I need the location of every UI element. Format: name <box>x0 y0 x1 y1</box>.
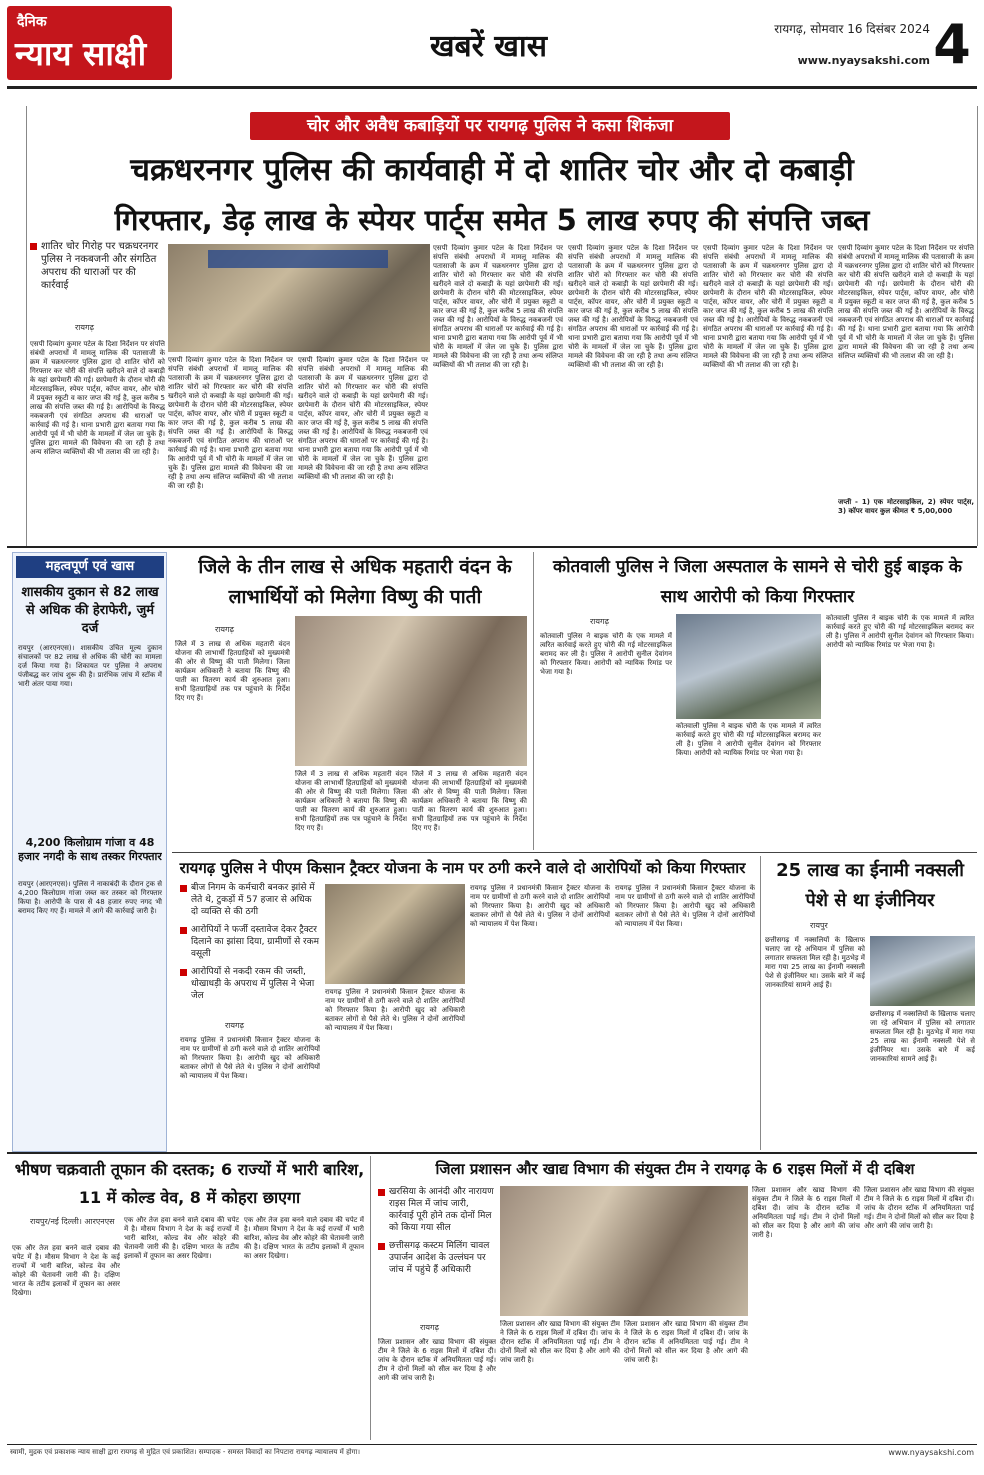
lead-photo <box>168 244 430 352</box>
lead-border-bottom <box>7 546 977 548</box>
naxal-dateline: रायपुर <box>810 921 828 930</box>
lead-highlight-text: शातिर चोर गिरोह पर चक्रधरनगर पुलिस ने नकबजनी और संगठित अपराध की धाराओं पर की कार्रवाई <box>30 240 165 292</box>
rice-bullets <box>378 1186 496 1316</box>
weather-body-col1: एक और तेज हवा बनने वाले दबाव की चपेट में है। मौसम विभाग ने देश के कई राज्यों में भारी बारिश, कोल्ड वेव और कोहरे की चेतावनी जारी की है। दक्षिण भारत के तटीय इलाकों में तूफान का असर दिखेगा। <box>12 1244 120 1297</box>
footer-divider <box>7 1444 977 1445</box>
rice-body-col2: जिला प्रशासन और खाद्य विभाग की संयुक्त टीम ने जिले के 6 राइस मिलों में दबिश दी। जांच के दौरान स्टॉक में अनियमितता पाई गई। टीम ने दोनों मिलों को सील कर दिया है और आगे की जांच जारी है। <box>500 1320 620 1364</box>
kisan-divider <box>760 856 761 1150</box>
rice-headline: जिला प्रशासन और खाद्य विभाग की संयुक्त टीम ने रायगढ़ के 6 राइस मिलों में दी दबिश <box>435 1160 915 1178</box>
side-story2-body: रायपुर (आरएनएस)। पुलिस ने नाकाबंदी के दौरान ट्रक से 4,200 किलोग्राम गांजा जब्त कर तस्कर को गिरफ्तार किया है। आरोपी के पास से 48 हजार रुपए नगद भी बरामद किए गए हैं। मामले में आगे की कार्रवाई जारी है। <box>18 880 162 915</box>
page-number: 4 <box>933 13 971 76</box>
kisan-photo <box>325 884 465 984</box>
rice-body-col1: जिला प्रशासन और खाद्य विभाग की संयुक्त टीम ने जिले के 6 राइस मिलों में दबिश दी। जांच के दौरान स्टॉक में अनियमितता पाई गई। टीम ने दोनों मिलों को सील कर दिया है और आगे की जांच जारी है। <box>378 1338 496 1382</box>
kisan-bullets <box>180 882 320 1022</box>
mahtari-body-col1: जिले में 3 लाख से अधिक महतारी वंदन योजना की लाभार्थी हितग्राहियों को मुख्यमंत्री की ओर से विष्णु की पाती मिलेगा। जिला कार्यक्रम अधिकारी ने बताया कि विष्णु की पाती का वितरण कार्य की शुरुआत हुआ। सभी हितग्राहियों तक पत्र पहुंचाने के निर्देश दिए गए हैं। <box>175 640 290 702</box>
masthead-divider <box>7 86 977 89</box>
bike-body-col1: कोतवाली पुलिस ने बाइक चोरी के एक मामले में त्वरित कार्रवाई करते हुए चोरी की गई मोटरसाइकिल बरामद कर ली है। पुलिस ने आरोपी सुनील देवांगन को गिरफ्तार किया। आरोपी को न्यायिक रिमांड पर भेजा गया है। <box>540 632 672 676</box>
weather-body-col3: एक और तेज हवा बनने वाले दबाव की चपेट में है। मौसम विभाग ने देश के कई राज्यों में भारी बारिश, कोल्ड वेव और कोहरे की चेतावनी जारी की है। दक्षिण भारत के तटीय इलाकों में तूफान का असर दिखेगा। <box>244 1216 364 1260</box>
lower-divider <box>7 1152 977 1154</box>
lead-body-col3: एसपी दिव्यांग कुमार पटेल के दिशा निर्देशन पर संपत्ति संबंधी अपराधों में मामलू मालिक की पतासाजी के क्रम में चक्रधरनगर पुलिस द्वारा दो शातिर चोरों को गिरफ्तार कर चोरी की संपत्ति खरीदने वाले दो कबाड़ी के यहां छापेमारी की गई। छापेमारी के दौरान चोरी की मोटरसाइकिल, स्पेयर पार्ट्स, कॉपर वायर, और चोरी में प्रयुक्त स्कूटी व कार जप्त की गई है, कुल करीब 5 लाख की संपत्ति जब्त की गई है। आरोपियों के विरुद्ध नकबजनी एवं संगठित अपराध की धाराओं पर कार्रवाई की गई है। थाना प्रभारी द्वारा बताया गया कि आरोपी पूर्व में भी चोरी के मामलों में जेल जा चुके हैं। पुलिस द्वारा मामले की विवेचना की जा रही है तथा अन्य संलिप्त व्यक्तियों की भी तलाश की जा रही है। <box>298 356 428 481</box>
kisan-bullet-3: आरोपियों से नकदी रकम की जब्ती, धोखाधड़ी के अपराध में पुलिस ने भेजा जेल <box>180 966 320 1002</box>
mahtari-body-col3: जिले में 3 लाख से अधिक महतारी वंदन योजना की लाभार्थी हितग्राहियों को मुख्यमंत्री की ओर से विष्णु की पाती मिलेगा। जिला कार्यक्रम अधिकारी ने बताया कि विष्णु की पाती का वितरण कार्य की शुरुआत हुआ। सभी हितग्राहियों तक पत्र पहुंचाने के निर्देश दिए गए हैं। <box>412 770 527 832</box>
weather-divider <box>370 1156 371 1440</box>
lead-body-col6: एसपी दिव्यांग कुमार पटेल के दिशा निर्देशन पर संपत्ति संबंधी अपराधों में मामलू मालिक की पतासाजी के क्रम में चक्रधरनगर पुलिस द्वारा दो शातिर चोरों को गिरफ्तार कर चोरी की संपत्ति खरीदने वाले दो कबाड़ी के यहां छापेमारी की गई। छापेमारी के दौरान चोरी की मोटरसाइकिल, स्पेयर पार्ट्स, कॉपर वायर, और चोरी में प्रयुक्त स्कूटी व कार जप्त की गई है, कुल करीब 5 लाख की संपत्ति जब्त की गई है। आरोपियों के विरुद्ध नकबजनी एवं संगठित अपराध की धाराओं पर कार्रवाई की गई है। थाना प्रभारी द्वारा बताया गया कि आरोपी पूर्व में भी चोरी के मामलों में जेल जा चुके हैं। पुलिस द्वारा मामले की विवेचना की जा रही है तथा अन्य संलिप्त व्यक्तियों की भी तलाश की जा रही है। <box>703 244 833 369</box>
lead-border-left <box>26 106 27 546</box>
rice-bullet-1: खरसिया के आनंदी और नारायण राइस मिल में जांच जारी, कार्रवाई पूरी होने तक दोनों मिल को किया गया सील <box>378 1186 496 1234</box>
kisan-headline: रायगढ़ पुलिस ने पीएम किसान ट्रैक्टर योजना के नाम पर ठगी करने वाले दो आरोपियों को किया गिरफ्तार <box>179 859 746 877</box>
mahtari-divider <box>533 552 534 850</box>
side-box-title: महत्वपूर्ण एवं खास <box>16 556 164 578</box>
naxal-body-col1: छत्तीसगढ़ में नक्सलियों के खिलाफ चलाए जा रहे अभियान में पुलिस को लगातार सफलता मिल रही है। मुठभेड़ में मारा गया 25 लाख का ईनामी नक्सली पेशे से इंजीनियर था। उसके बारे में कई जानकारियां सामने आई हैं। <box>765 936 865 989</box>
lead-border-right <box>977 106 978 546</box>
rice-body-col3: जिला प्रशासन और खाद्य विभाग की संयुक्त टीम ने जिले के 6 राइस मिलों में दबिश दी। जांच के दौरान स्टॉक में अनियमितता पाई गई। टीम ने दोनों मिलों को सील कर दिया है और आगे की जांच जारी है। <box>624 1320 748 1364</box>
rice-dateline: रायगढ़ <box>420 1323 439 1332</box>
lead-photo-banner <box>208 250 388 268</box>
weather-headline: भीषण चक्रवाती तूफान की दस्तक; 6 राज्यों में भारी बारिश, 11 में कोल्ड वेव, 8 में कोहरा छाएगा <box>14 1160 365 1207</box>
lead-body-col4: एसपी दिव्यांग कुमार पटेल के दिशा निर्देशन पर संपत्ति संबंधी अपराधों में मामलू मालिक की पतासाजी के क्रम में चक्रधरनगर पुलिस द्वारा दो शातिर चोरों को गिरफ्तार कर चोरी की संपत्ति खरीदने वाले दो कबाड़ी के यहां छापेमारी की गई। छापेमारी के दौरान चोरी की मोटरसाइकिल, स्पेयर पार्ट्स, कॉपर वायर, और चोरी में प्रयुक्त स्कूटी व कार जप्त की गई है, कुल करीब 5 लाख की संपत्ति जब्त की गई है। आरोपियों के विरुद्ध नकबजनी एवं संगठित अपराध की धाराओं पर कार्रवाई की गई है। थाना प्रभारी द्वारा बताया गया कि आरोपी पूर्व में भी चोरी के मामलों में जेल जा चुके हैं। पुलिस द्वारा मामले की विवेचना की जा रही है तथा अन्य संलिप्त व्यक्तियों की भी तलाश की जा रही है। <box>433 244 563 369</box>
mahtari-photo <box>295 616 527 766</box>
mahtari-body-col2: जिले में 3 लाख से अधिक महतारी वंदन योजना की लाभार्थी हितग्राहियों को मुख्यमंत्री की ओर से विष्णु की पाती मिलेगा। जिला कार्यक्रम अधिकारी ने बताया कि विष्णु की पाती का वितरण कार्य की शुरुआत हुआ। सभी हितग्राहियों तक पत्र पहुंचाने के निर्देश दिए गए हैं। <box>295 770 407 832</box>
side-story1-body: रायपुर (आरएनएस)। शासकीय उचित मूल्य दुकान संचालकों पर 82 लाख से अधिक की चोरी का मामला दर्ज किया गया है। शिकायत पर पुलिस ने अपराध पंजीबद्ध कर जांच शुरू की है। प्रारंभिक जांच में स्टॉक में भारी अंतर पाया गया। <box>18 644 162 688</box>
bike-body-col3: कोतवाली पुलिस ने बाइक चोरी के एक मामले में त्वरित कार्रवाई करते हुए चोरी की गई मोटरसाइकिल बरामद कर ली है। पुलिस ने आरोपी सुनील देवांगन को गिरफ्तार किया। आरोपी को न्यायिक रिमांड पर भेजा गया है। <box>826 614 974 649</box>
mahtari-headline: जिले के तीन लाख से अधिक महतारी वंदन के लाभार्थियों को मिलेगा विष्णु की पाती <box>198 556 512 608</box>
kisan-bullet-1: बीज निगम के कर्मचारी बनकर झांसे में लेते थे, टुकड़ों में 57 हजार से अधिक दो व्यक्ति से की ठगी <box>180 882 320 918</box>
kisan-body-col4: रायगढ़ पुलिस ने प्रधानमंत्री किसान ट्रैक्टर योजना के नाम पर ग्रामीणों से ठगी करने वाले दो शातिर आरोपियों को गिरफ्तार किया है। आरोपी खुद को अधिकारी बताकर लोगों से पैसे लेते थे। पुलिस ने दोनों आरोपियों को न्यायालय में पेश किया। <box>615 884 755 928</box>
paper-name: न्याय साक्षी <box>15 34 147 73</box>
lead-body-col7: एसपी दिव्यांग कुमार पटेल के दिशा निर्देशन पर संपत्ति संबंधी अपराधों में मामलू मालिक की पतासाजी के क्रम में चक्रधरनगर पुलिस द्वारा दो शातिर चोरों को गिरफ्तार कर चोरी की संपत्ति खरीदने वाले दो कबाड़ी के यहां छापेमारी की गई। छापेमारी के दौरान चोरी की मोटरसाइकिल, स्पेयर पार्ट्स, कॉपर वायर, और चोरी में प्रयुक्त स्कूटी व कार जप्त की गई है, कुल करीब 5 लाख की संपत्ति जब्त की गई है। आरोपियों के विरुद्ध नकबजनी एवं संगठित अपराध की धाराओं पर कार्रवाई की गई है। थाना प्रभारी द्वारा बताया गया कि आरोपी पूर्व में भी चोरी के मामलों में जेल जा चुके हैं। पुलिस द्वारा मामले की विवेचना की जा रही है तथा अन्य संलिप्त व्यक्तियों की भी तलाश की जा रही है। <box>838 244 974 360</box>
naxal-photo <box>870 936 975 1006</box>
rice-photo <box>500 1186 748 1316</box>
lead-dateline: रायगढ़ <box>75 323 94 332</box>
naxal-headline: 25 लाख का ईनामी नक्सली पेशे से था इंजीनियर <box>776 860 964 911</box>
lead-body-col2: एसपी दिव्यांग कुमार पटेल के दिशा निर्देशन पर संपत्ति संबंधी अपराधों में मामलू मालिक की पतासाजी के क्रम में चक्रधरनगर पुलिस द्वारा दो शातिर चोरों को गिरफ्तार कर चोरी की संपत्ति खरीदने वाले दो कबाड़ी के यहां छापेमारी की गई। छापेमारी के दौरान चोरी की मोटरसाइकिल, स्पेयर पार्ट्स, कॉपर वायर, और चोरी में प्रयुक्त स्कूटी व कार जप्त की गई है, कुल करीब 5 लाख की संपत्ति जब्त की गई है। आरोपियों के विरुद्ध नकबजनी एवं संगठित अपराध की धाराओं पर कार्रवाई की गई है। थाना प्रभारी द्वारा बताया गया कि आरोपी पूर्व में भी चोरी के मामलों में जेल जा चुके हैं। पुलिस द्वारा मामले की विवेचना की जा रही है तथा अन्य संलिप्त व्यक्तियों की भी तलाश की जा रही है। <box>168 356 293 490</box>
weather-dateline: रायपुर/नई दिल्ली। आरएनएस <box>30 1217 115 1226</box>
lead-seized-list: जप्ती - 1) एक मोटरसाइकिल, 2) स्पेयर पार्ट्स, 3) कॉपर वायर कुल कीमत ₹ 5,00,000 <box>838 498 974 515</box>
lead-body-col5: एसपी दिव्यांग कुमार पटेल के दिशा निर्देशन पर संपत्ति संबंधी अपराधों में मामलू मालिक की पतासाजी के क्रम में चक्रधरनगर पुलिस द्वारा दो शातिर चोरों को गिरफ्तार कर चोरी की संपत्ति खरीदने वाले दो कबाड़ी के यहां छापेमारी की गई। छापेमारी के दौरान चोरी की मोटरसाइकिल, स्पेयर पार्ट्स, कॉपर वायर, और चोरी में प्रयुक्त स्कूटी व कार जप्त की गई है, कुल करीब 5 लाख की संपत्ति जब्त की गई है। आरोपियों के विरुद्ध नकबजनी एवं संगठित अपराध की धाराओं पर कार्रवाई की गई है। थाना प्रभारी द्वारा बताया गया कि आरोपी पूर्व में भी चोरी के मामलों में जेल जा चुके हैं। पुलिस द्वारा मामले की विवेचना की जा रही है तथा अन्य संलिप्त व्यक्तियों की भी तलाश की जा रही है। <box>568 244 698 369</box>
paper-small-label: दैनिक <box>17 14 47 30</box>
naxal-body-col2: छत्तीसगढ़ में नक्सलियों के खिलाफ चलाए जा रहे अभियान में पुलिस को लगातार सफलता मिल रही है। मुठभेड़ में मारा गया 25 लाख का ईनामी नक्सली पेशे से इंजीनियर था। उसके बारे में कई जानकारियां सामने आई हैं। <box>870 1010 975 1063</box>
rice-body-col5: जिला प्रशासन और खाद्य विभाग की संयुक्त टीम ने जिले के 6 राइस मिलों में दबिश दी। जांच के दौरान स्टॉक में अनियमितता पाई गई। टीम ने दोनों मिलों को सील कर दिया है और आगे की जांच जारी है। <box>864 1186 974 1230</box>
dateline: रायगढ़, सोमवार 16 दिसंबर 2024 <box>774 22 930 36</box>
side-story1-headline: शासकीय दुकान से 82 लाख से अधिक की हेराफेरी, जुर्म दर्ज <box>21 585 159 636</box>
weather-body-col2: एक और तेज हवा बनने वाले दबाव की चपेट में है। मौसम विभाग ने देश के कई राज्यों में भारी बारिश, कोल्ड वेव और कोहरे की चेतावनी जारी की है। दक्षिण भारत के तटीय इलाकों में तूफान का असर दिखेगा। <box>124 1216 239 1260</box>
kisan-body-col3: रायगढ़ पुलिस ने प्रधानमंत्री किसान ट्रैक्टर योजना के नाम पर ग्रामीणों से ठगी करने वाले दो शातिर आरोपियों को गिरफ्तार किया है। आरोपी खुद को अधिकारी बताकर लोगों से पैसे लेते थे। पुलिस ने दोनों आरोपियों को न्यायालय में पेश किया। <box>470 884 610 928</box>
footer-imprint: स्वामी, मुद्रक एवं प्रकाशक न्याय साक्षी द्वारा रायगढ़ से मुद्रित एवं प्रकाशित। सम्पादक - समस्त विवादों का निपटारा रायगढ़ न्यायालय में होगा। <box>10 1448 361 1456</box>
kisan-body-col2: रायगढ़ पुलिस ने प्रधानमंत्री किसान ट्रैक्टर योजना के नाम पर ग्रामीणों से ठगी करने वाले दो शातिर आरोपियों को गिरफ्तार किया है। आरोपी खुद को अधिकारी बताकर लोगों से पैसे लेते थे। पुलिस ने दोनों आरोपियों को न्यायालय में पेश किया। <box>325 988 465 1032</box>
lead-highlight <box>30 240 165 320</box>
bike-dateline: रायगढ़ <box>590 617 609 626</box>
lead-kicker: चोर और अवैध कबाड़ियों पर रायगढ़ पुलिस ने कसा शिकंजा <box>250 112 730 140</box>
bike-body-col2: कोतवाली पुलिस ने बाइक चोरी के एक मामले में त्वरित कार्रवाई करते हुए चोरी की गई मोटरसाइकिल बरामद कर ली है। पुलिस ने आरोपी सुनील देवांगन को गिरफ्तार किया। आरोपी को न्यायिक रिमांड पर भेजा गया है। <box>676 722 821 757</box>
footer-site[interactable]: www.nyaysakshi.com <box>888 1448 974 1457</box>
lead-body-col1: एसपी दिव्यांग कुमार पटेल के दिशा निर्देशन पर संपत्ति संबंधी अपराधों में मामलू मालिक की पतासाजी के क्रम में चक्रधरनगर पुलिस द्वारा दो शातिर चोरों को गिरफ्तार कर चोरी की संपत्ति खरीदने वाले दो कबाड़ी के यहां छापेमारी की गई। छापेमारी के दौरान चोरी की मोटरसाइकिल, स्पेयर पार्ट्स, कॉपर वायर, और चोरी में प्रयुक्त स्कूटी व कार जप्त की गई है, कुल करीब 5 लाख की संपत्ति जब्त की गई है। आरोपियों के विरुद्ध नकबजनी एवं संगठित अपराध की धाराओं पर कार्रवाई की गई है। थाना प्रभारी द्वारा बताया गया कि आरोपी पूर्व में भी चोरी के मामलों में जेल जा चुके हैं। पुलिस द्वारा मामले की विवेचना की जा रही है तथा अन्य संलिप्त व्यक्तियों की भी तलाश की जा रही है। <box>30 340 165 456</box>
kisan-bullet-2: आरोपियों ने फर्जी दस्तावेज देकर ट्रैक्टर दिलाने का झांसा दिया, ग्रामीणों से रकम वसूली <box>180 924 320 960</box>
side-story2-headline: 4,200 किलोग्राम गांजा व 48 हजार नगदी के साथ तस्कर गिरफ्तार <box>18 836 162 863</box>
masthead-logo <box>7 6 172 80</box>
mahtari-dateline: रायगढ़ <box>215 625 234 634</box>
bike-photo <box>676 614 821 719</box>
lead-headline-1: चक्रधरनगर पुलिस की कार्यवाही में दो शातिर चोर और दो कबाड़ी <box>130 152 854 188</box>
lead-headline-2: गिरफ्तार, डेढ़ लाख के स्पेयर पार्ट्स समेत 5 लाख रुपए की संपत्ति जब्त <box>114 203 870 237</box>
mid-divider <box>172 852 977 853</box>
rice-bullet-2: छत्तीसगढ़ कस्टम मिलिंग चावल उपार्जन आदेश के उल्लंघन पर जांच में पहुंचे हैं अधिकारी <box>378 1240 496 1276</box>
website-link[interactable]: www.nyaysakshi.com <box>797 54 930 67</box>
rice-body-col4: जिला प्रशासन और खाद्य विभाग की संयुक्त टीम ने जिले के 6 राइस मिलों में दबिश दी। जांच के दौरान स्टॉक में अनियमितता पाई गई। टीम ने दोनों मिलों को सील कर दिया है और आगे की जांच जारी है। <box>752 1186 860 1239</box>
section-title: खबरें खास <box>430 29 547 64</box>
kisan-dateline: रायगढ़ <box>225 1021 244 1030</box>
kisan-body-col1: रायगढ़ पुलिस ने प्रधानमंत्री किसान ट्रैक्टर योजना के नाम पर ग्रामीणों से ठगी करने वाले दो शातिर आरोपियों को गिरफ्तार किया है। आरोपी खुद को अधिकारी बताकर लोगों से पैसे लेते थे। पुलिस ने दोनों आरोपियों को न्यायालय में पेश किया। <box>180 1036 320 1080</box>
bike-headline: कोतवाली पुलिस ने जिला अस्पताल के सामने से चोरी हुई बाइक के साथ आरोपी को किया गिरफ्तार <box>553 557 962 607</box>
